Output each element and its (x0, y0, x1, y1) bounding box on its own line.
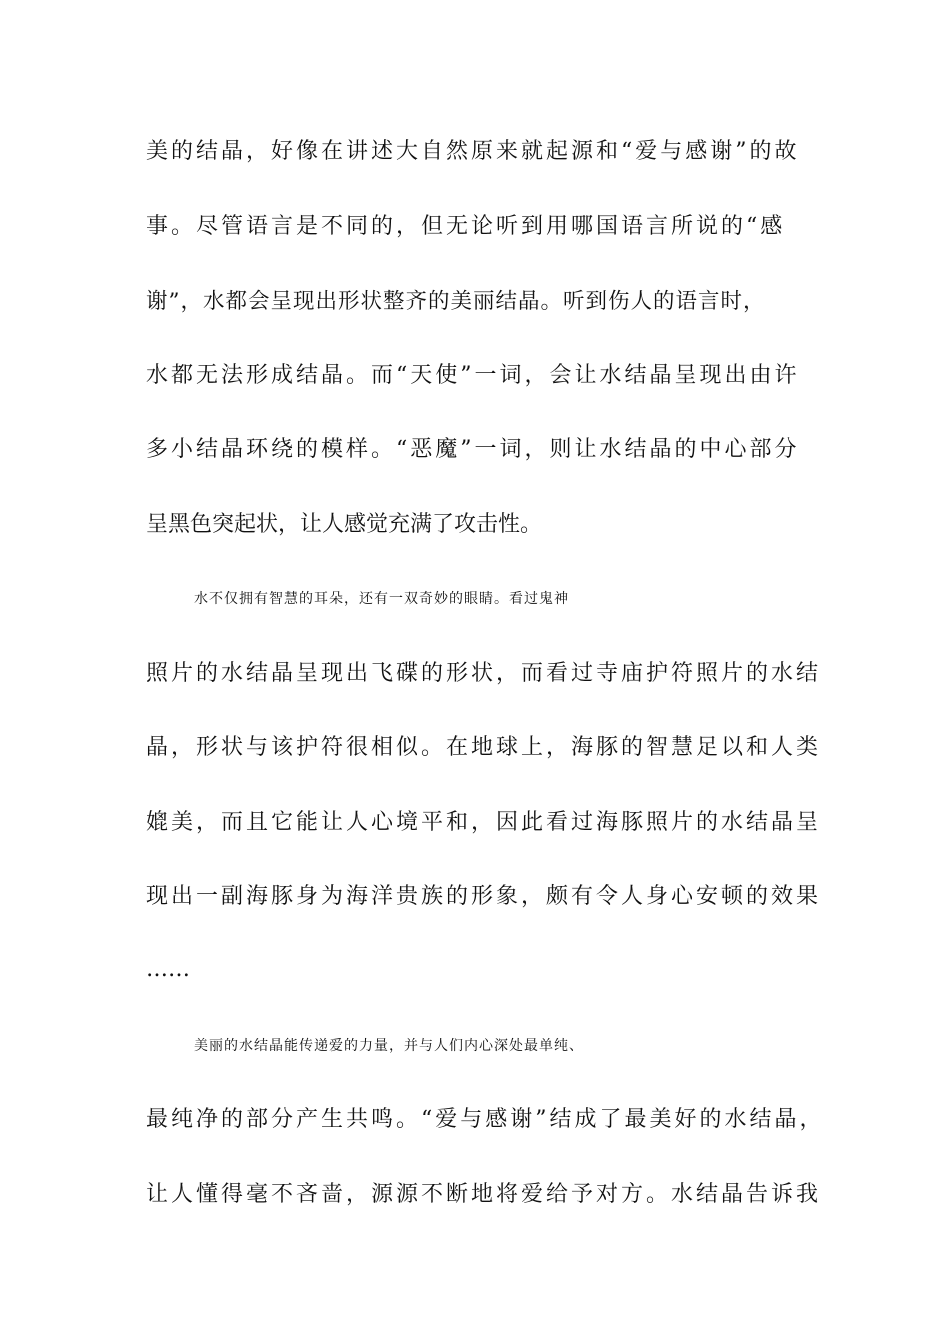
text-line-9: 晶，形状与该护符很相似。在地球上，海豚的智慧足以和人类 (146, 735, 822, 760)
text-line-12: …… (146, 957, 190, 982)
text-line-1: 美的结晶，好像在讲述大自然原来就起源和“爱与感谢”的故 (146, 139, 800, 164)
text-line-11: 现出一副海豚身为海洋贵族的形象，颇有令人身心安顿的效果 (146, 884, 822, 909)
text-line-7: 水不仅拥有智慧的耳朵，还有一双奇妙的眼睛。看过鬼神 (194, 591, 569, 607)
text-line-8: 照片的水结晶呈现出飞碟的形状，而看过寺庙护符照片的水结 (146, 661, 822, 686)
text-line-6: 呈黑色突起状，让人感觉充满了攻击性。 (146, 512, 543, 537)
text-line-10: 媲美，而且它能让人心境平和，因此看过海豚照片的水结晶呈 (146, 810, 822, 835)
text-line-15: 让人懂得毫不吝啬，源源不断地将爱给予对方。水结晶告诉我 (146, 1182, 822, 1207)
text-line-3: 谢”，水都会呈现出形状整齐的美丽结晶。听到伤人的语言时， (146, 289, 766, 314)
text-line-5: 多小结晶环绕的模样。“恶魔”一词，则让水结晶的中心部分 (146, 437, 800, 462)
text-line-4: 水都无法形成结晶。而“天使”一词，会让水结晶呈现出由许 (146, 363, 800, 388)
text-line-2: 事。尽管语言是不同的，但无论听到用哪国语言所说的“感 (146, 214, 786, 239)
text-line-14: 最纯净的部分产生共鸣。“爱与感谢”结成了最美好的水结晶， (146, 1107, 825, 1132)
text-line-13: 美丽的水结晶能传递爱的力量，并与人们内心深处最单纯、 (194, 1038, 584, 1054)
